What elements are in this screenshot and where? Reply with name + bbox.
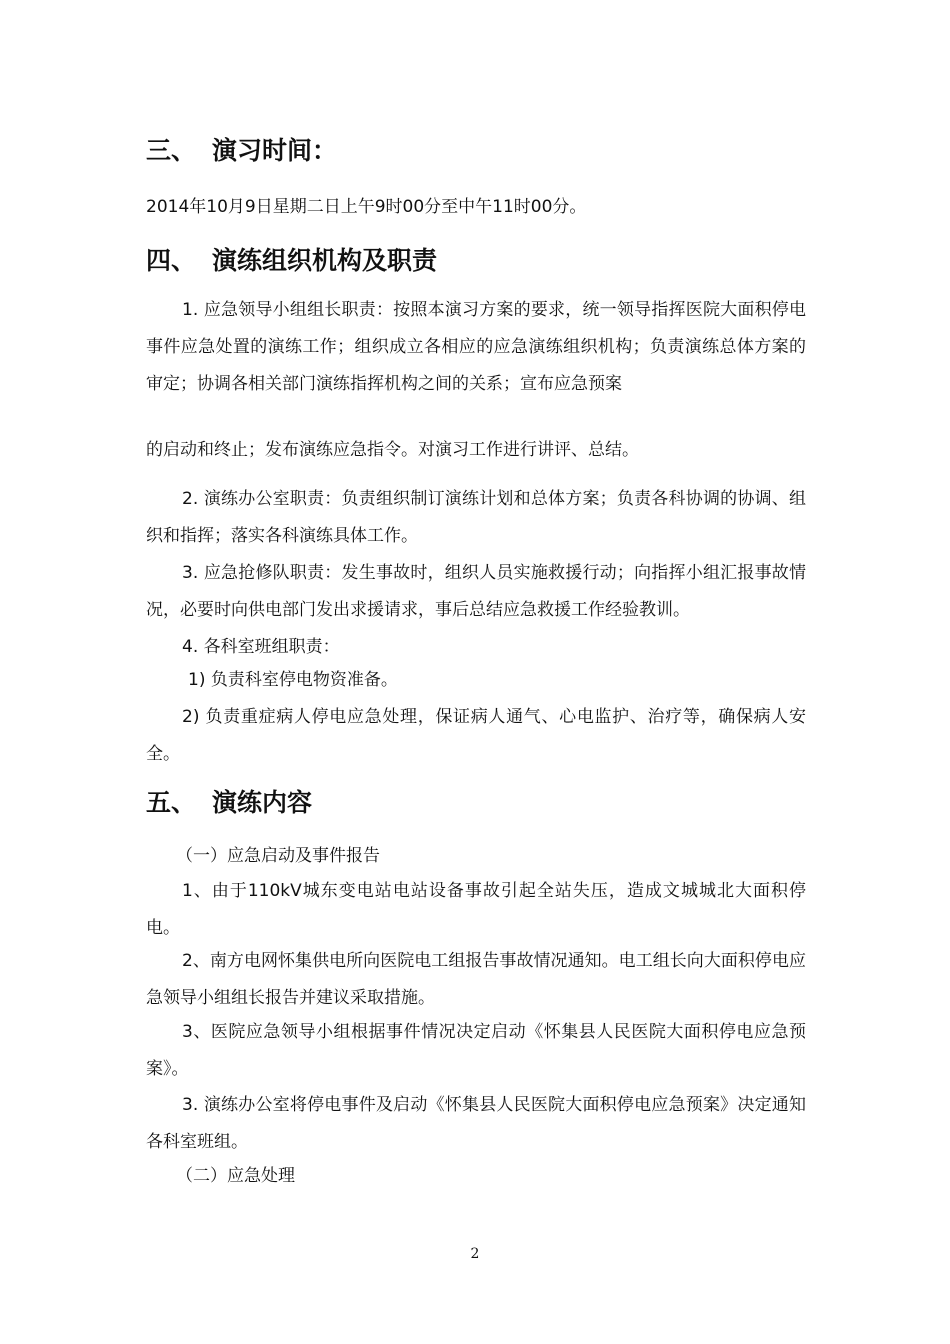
section-5-subheading-1: （一）应急启动及事件报告 [176,846,380,866]
section-4-item-1: 1. 应急领导小组组长职责：按照本演习方案的要求，统一领导指挥医院大面积停电事件应急处置的演练工作；组织成立各相应的应急演练组织机构；负责演练总体方案的审定；协调各相关部门演练指挥机构之间的关系；宣布应急预案 [146,300,806,394]
section-3-heading [146,131,337,167]
section-4-item-2: 2. 演练办公室职责：负责组织制订演练计划和总体方案；负责各科协调的协调、组织和指挥；落实各科演练具体工作。 [146,489,806,546]
section-4-item-1-continued: 的启动和终止；发布演练应急指令。对演习工作进行讲评、总结。 [146,440,639,460]
section-5-number: 五、 [146,788,197,817]
page-number: 2 [470,1246,480,1262]
section-3-text: 2014年10月9日星期二日上午9时00分至中午11时00分。 [146,197,587,217]
section-5-item-3: 3、医院应急领导小组根据事件情况决定启动《怀集县人民医院大面积停电应急预案》。 [146,1022,806,1079]
section-4-subitem-2: 2) 负责重症病人停电应急处理，保证病人通气、心电监护、治疗等，确保病人安全。 [146,707,806,764]
section-4-number: 四、 [146,246,197,275]
section-5-heading [146,783,312,819]
section-5-subheading-2: （二）应急处理 [176,1166,295,1186]
section-5-item-4: 3. 演练办公室将停电事件及启动《怀集县人民医院大面积停电应急预案》决定通知各科室班组。 [146,1095,806,1152]
section-5-title: 演练内容 [212,788,313,817]
section-4-item-3: 3. 应急抢修队职责：发生事故时，组织人员实施救援行动；向指挥小组汇报事故情况，必要时向供电部门发出求援请求，事后总结应急救援工作经验教训。 [146,563,806,620]
section-4-subitem-1: 1) 负责科室停电物资准备。 [188,670,398,690]
section-4-heading [146,241,437,277]
section-4-title: 演练组织机构及职责 [212,246,438,275]
section-5-item-2: 2、南方电网怀集供电所向医院电工组报告事故情况通知。电工组长向大面积停电应急领导小组组长报告并建议采取措施。 [146,951,806,1008]
section-3-number: 三、 [146,136,197,165]
section-4-item-4: 4. 各科室班组职责： [182,637,340,657]
section-3-title: 演习时间： [212,136,338,165]
section-5-item-1: 1、由于110kV城东变电站电站设备事故引起全站失压，造成文城城北大面积停电。 [146,881,806,938]
